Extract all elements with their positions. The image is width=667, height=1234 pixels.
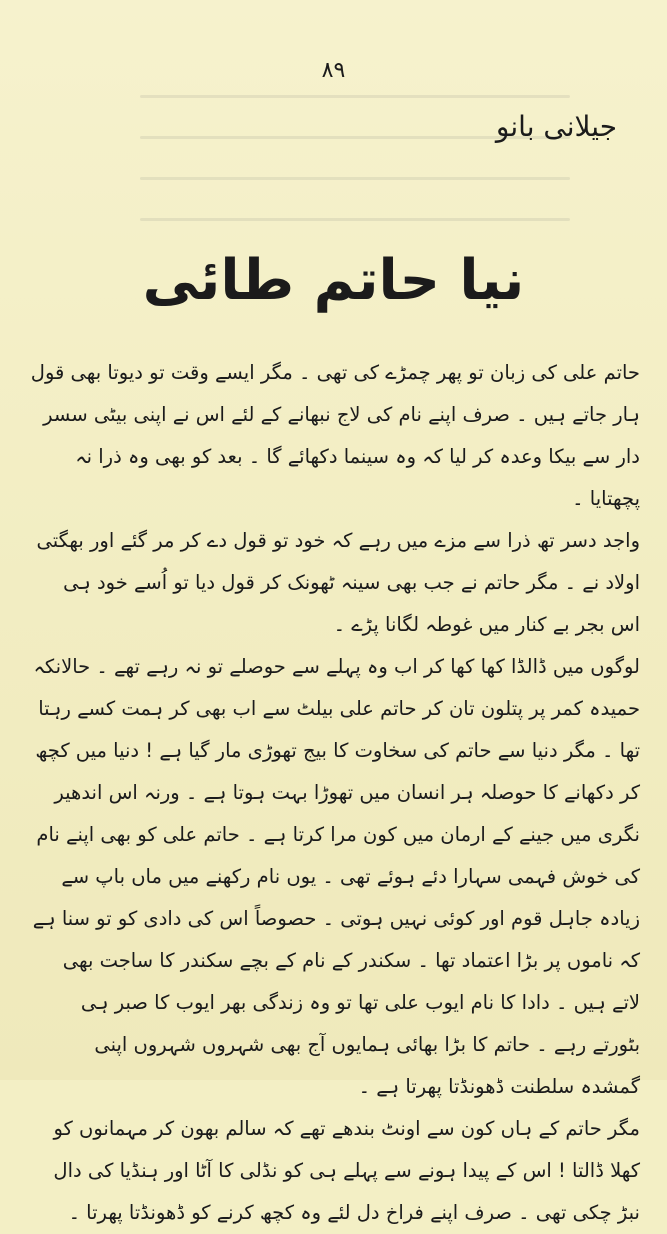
story-body bbox=[30, 352, 640, 1234]
story-title: نیا حاتم طائی bbox=[142, 248, 525, 313]
paragraph: حاتم علی کی زبان تو پھر چمڑے کی تھی ۔ مگر ایسے وقت تو دیوتا بھی قول ہار جاتے ہیں ۔ صرف اپنے نام کی لاج نبھانے کے لئے اس نے اپنی بیٹی سسر دار سے بیکا وعدہ کر لیا کہ وہ سینما دکھائے گا ۔ بعد کو بھی وہ ذرا نہ پچھتایا ۔ bbox=[30, 361, 640, 510]
page-number: ۸۹ bbox=[321, 58, 346, 83]
paragraph: لوگوں میں ڈالڈا کھا کھا کر اب وہ پہلے سے حوصلے تو نہ رہے تھے ۔ حالانکہ حمیدہ کمر پر پتلون تان کر حاتم علی بیلٹ سے اب بھی کر ہمت کسے رہتا تھا ۔ مگر دنیا سے حاتم کی سخاوت کا بیج تھوڑی مار گیا ہے ! دنیا میں کچھ کر دکھانے کا حوصلہ ہر انسان میں تھوڑا بہت ہوتا ہے ۔ ورنہ اس اندھیر نگری میں جینے کے ارمان میں کون مرا کرتا ہے ۔ حاتم علی کو بھی اپنے نام کی خوش فہمی سہارا دئے ہوئے تھی ۔ یوں نام رکھنے میں ماں باپ سے زیادہ جاہل قوم اور کوئی نہیں ہوتی ۔ حصوصاً اس کی دادی کو تو سنا ہے کہ ناموں پر بڑا اعتماد تھا ۔ سکندر کے نام کے بچے سکندر کا ساجت بھی لاتے ہیں ۔ دادا کا نام ایوب علی تھا تو وہ زندگی بھر ایوب کا صبر ہی بٹورتے رہے ۔ حاتم کا بڑا بھائی ہمایوں آج بھی شہروں شہروں اپنی گمشدہ سلطنت ڈھونڈتا پھرتا ہے ۔ bbox=[32, 655, 640, 1098]
paragraph: واجد دسر تھ ذرا سے مزے میں رہے کہ خود تو قول دے کر مر گئے اور بھگتی اولاد نے ۔ مگر حاتم نے جب بھی سینہ ٹھونک کر قول دیا تو اُسے خود ہی اس بجر بے کنار میں غوطہ لگانا پڑے ۔ bbox=[36, 529, 640, 636]
paragraph: مگر حاتم کے ہاں کون سے اونٹ بندھے تھے کہ سالم بھون کر مہمانوں کو کھلا ڈالتا ! اس کے پیدا ہونے سے پہلے ہی کو نڈلی کا آٹا اور ہنڈیا کی دال نبڑ چکی تھی ۔ صرف اپنے فراخ دل لئے وہ کچھ کرنے کو ڈھونڈتا پھرتا ۔ bbox=[53, 1117, 640, 1224]
author-name: جیلانی بانو bbox=[495, 110, 617, 143]
